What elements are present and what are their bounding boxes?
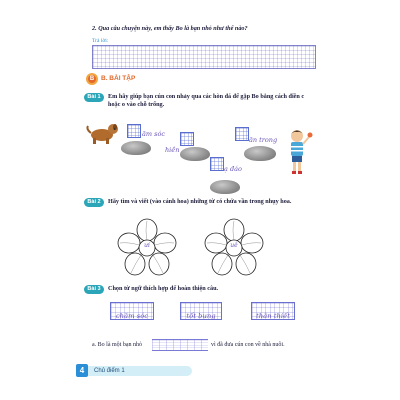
word-option-3[interactable] xyxy=(251,302,295,320)
ex3-instruction: Chọn từ ngữ thích hợp để hoàn thiện câu. xyxy=(108,285,219,292)
blank-word-2: hiền xyxy=(165,146,180,154)
blank-word-3: ăn trong xyxy=(249,136,278,144)
word-option-1-text: chăm sóc xyxy=(115,312,149,320)
ex2-instruction: Hãy tìm và viết (vào cánh hoa) những từ có chứa vần trong nhụy hoa. xyxy=(108,198,292,205)
sentence-a-start: a. Bo là một bạn nhỏ xyxy=(92,342,142,348)
word-option-2[interactable] xyxy=(180,302,222,320)
blank-box-3[interactable] xyxy=(235,127,249,141)
flower-1-center: ưi xyxy=(144,242,150,249)
sentence-a-blank[interactable] xyxy=(152,339,208,351)
page-number: 4 xyxy=(76,364,88,377)
stone-4 xyxy=(210,180,240,194)
sentence-a-end: vì đã đưa cún con về nhà nuôi. xyxy=(211,342,285,348)
question-2-text: 2. Qua câu chuyện này, em thấy Bo là bạn nhỏ như thế nào? xyxy=(92,25,248,32)
dog-illustration xyxy=(84,121,120,145)
footer-bar xyxy=(80,366,192,376)
flower-2-center: uê xyxy=(230,242,238,249)
ex2-badge: Bài 2 xyxy=(84,198,104,207)
section-b-letter: B xyxy=(89,76,95,82)
blank-word-1: ăm sóc xyxy=(142,130,165,138)
section-b-badge xyxy=(86,73,98,85)
blank-box-1[interactable] xyxy=(127,124,141,138)
section-b-title: B. BÀI TẬP xyxy=(101,75,136,82)
answer-writing-grid[interactable] xyxy=(92,45,316,69)
blank-word-4: ạ đáo xyxy=(224,165,242,173)
word-option-1[interactable] xyxy=(110,302,154,320)
stone-2 xyxy=(180,147,210,161)
boy-illustration xyxy=(284,127,314,177)
answer-label: Trả lời: xyxy=(92,38,109,44)
footer-label: Chủ điểm 1 xyxy=(94,368,125,374)
blank-box-2[interactable] xyxy=(180,132,194,146)
stone-3 xyxy=(244,146,276,161)
ex3-badge: Bài 3 xyxy=(84,285,104,294)
ex1-instruction: Em hãy giúp bạn cún con nhảy qua các hòn đá để gặp Bo bằng cách điền c hoặc o vào chỗ trống. xyxy=(108,93,305,108)
ex1-badge: Bài 1 xyxy=(84,93,104,102)
word-option-2-text: tốt bụng xyxy=(186,312,216,320)
blank-box-4[interactable] xyxy=(210,157,224,171)
word-option-3-text: thân thiết xyxy=(256,312,290,320)
stone-1 xyxy=(121,141,151,155)
